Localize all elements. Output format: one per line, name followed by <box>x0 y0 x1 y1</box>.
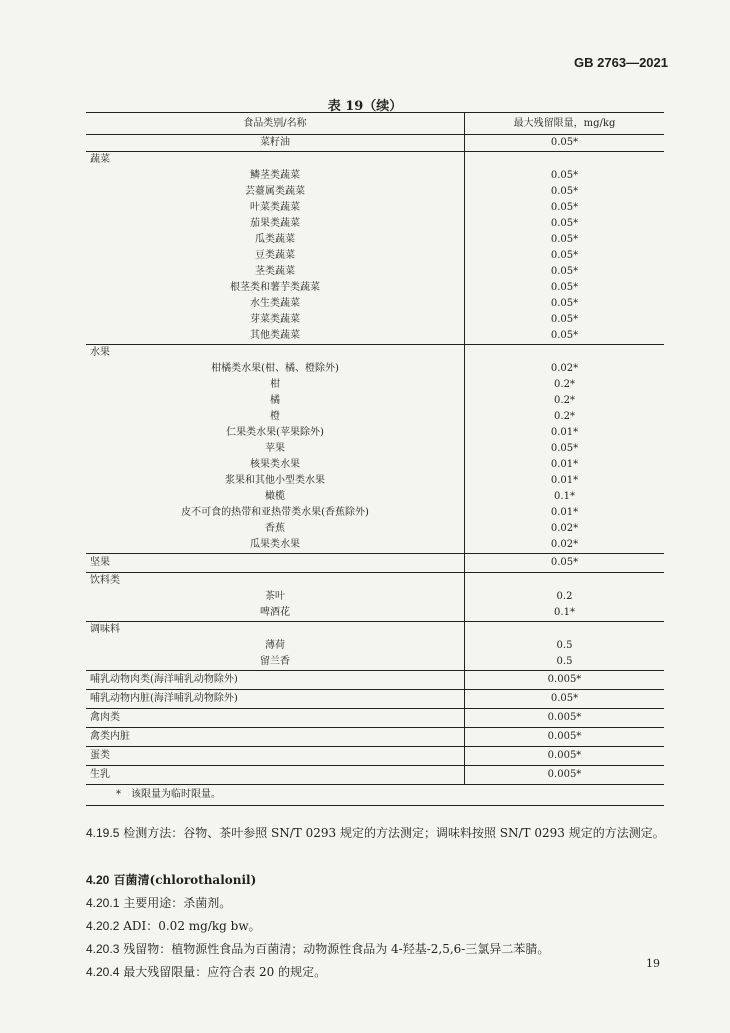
mrl-value-cell: 0.01* <box>550 475 579 486</box>
food-category-cell: 仁果类水果(苹果除外) <box>86 425 465 441</box>
table-row <box>86 216 664 232</box>
section-4-20-3 <box>86 938 666 961</box>
table-row <box>86 248 664 264</box>
mrl-value-cell: 0.05* <box>550 443 579 454</box>
mrl-value-cell: 0.2* <box>554 379 575 390</box>
food-category-cell: 橙 <box>86 409 465 425</box>
section-text: 残留物：植物源性食品为百菌清；动物源性食品为 4-羟基-2,5,6-三氯异二苯腈。 <box>123 942 550 956</box>
mrl-value-cell: 0.01* <box>550 459 579 470</box>
table-row <box>86 168 664 184</box>
mrl-value-cell: 0.005* <box>465 747 665 766</box>
food-category-cell: 芽菜类蔬菜 <box>86 312 465 328</box>
table-row <box>86 184 664 200</box>
mrl-value-cell: 0.01* <box>550 427 579 438</box>
mrl-value-cell <box>465 573 665 590</box>
table-row <box>86 425 664 441</box>
mrl-value-cell: 0.1* <box>554 607 575 618</box>
mrl-value-cell <box>465 345 665 362</box>
section-4-19-5 <box>86 822 666 845</box>
section-4-20-heading <box>86 869 666 892</box>
section-number: 4.20.3 <box>86 942 120 956</box>
section-number: 4.20 <box>86 873 110 887</box>
table-row <box>86 152 664 169</box>
food-category-cell: 水果 <box>86 345 465 362</box>
mrl-value-cell: 0.005* <box>465 709 665 728</box>
food-category-cell: 调味料 <box>86 622 465 639</box>
table-row <box>86 505 664 521</box>
table-row <box>86 296 664 312</box>
table-row <box>86 135 664 152</box>
mrl-value-cell: 0.01* <box>550 507 579 518</box>
food-category-cell: 其他类蔬菜 <box>86 328 465 345</box>
mrl-value-cell: 0.05* <box>550 250 579 261</box>
table-row <box>86 573 664 590</box>
mrl-value-cell: 0.05* <box>550 170 579 181</box>
mrl-value-cell: 0.05* <box>550 298 579 309</box>
mrl-value-cell: 0.05* <box>465 554 665 573</box>
food-category-cell: 鳞茎类蔬菜 <box>86 168 465 184</box>
food-category-cell: 瓜果类水果 <box>86 537 465 554</box>
table-row <box>86 709 664 728</box>
food-category-cell: 叶菜类蔬菜 <box>86 200 465 216</box>
food-category-cell: 核果类水果 <box>86 457 465 473</box>
table-row <box>86 589 664 605</box>
mrl-value-cell: 0.05* <box>550 137 579 148</box>
food-category-cell: 瓜类蔬菜 <box>86 232 465 248</box>
table-row <box>86 690 664 709</box>
food-category-cell: 橘 <box>86 393 465 409</box>
table-footnote-row <box>86 785 664 806</box>
food-category-cell: 茄果类蔬菜 <box>86 216 465 232</box>
mrl-value-cell: 0.05* <box>550 266 579 277</box>
mrl-value-cell: 0.05* <box>550 314 579 325</box>
page-number: 19 <box>646 957 660 970</box>
mrl-value-cell: 0.5 <box>556 656 573 667</box>
food-category-cell: 茎类蔬菜 <box>86 264 465 280</box>
food-category-cell: 皮不可食的热带和亚热带类水果(香蕉除外) <box>86 505 465 521</box>
table-row <box>86 280 664 296</box>
mrl-value-cell: 0.05* <box>465 690 665 709</box>
food-category-cell: 哺乳动物内脏(海洋哺乳动物除外) <box>86 690 465 709</box>
table-row <box>86 361 664 377</box>
food-category-cell: 香蕉 <box>86 521 465 537</box>
food-category-cell: 蔬菜 <box>86 152 465 169</box>
section-number: 4.20.1 <box>86 896 120 910</box>
table-row <box>86 605 664 622</box>
section-4-20-2 <box>86 915 666 938</box>
food-category-cell: 生乳 <box>86 766 465 785</box>
mrl-value-cell: 0.05* <box>550 186 579 197</box>
standard-code: GB 2763—2021 <box>574 55 668 70</box>
mrl-value-cell: 0.05* <box>550 234 579 245</box>
mrl-value-cell: 0.005* <box>465 728 665 747</box>
table-row <box>86 328 664 345</box>
mrl-value-cell: 0.2* <box>554 395 575 406</box>
table-row <box>86 345 664 362</box>
food-category-cell: 哺乳动物肉类(海洋哺乳动物除外) <box>86 671 465 690</box>
table-row <box>86 521 664 537</box>
food-category-cell: 柑橘类水果(柑、橘、橙除外) <box>86 361 465 377</box>
table-row <box>86 766 664 785</box>
mrl-value-cell: 0.02* <box>550 363 579 374</box>
table-caption: 表 19（续） <box>327 99 403 114</box>
table-row <box>86 393 664 409</box>
mrl-value-cell <box>465 152 665 169</box>
mrl-table <box>86 112 664 806</box>
section-number: 4.20.2 <box>86 919 120 933</box>
mrl-value-cell: 0.05* <box>550 218 579 229</box>
food-category-cell: 饮料类 <box>86 573 465 590</box>
mrl-value-cell: 0.005* <box>465 671 665 690</box>
section-4-20-4 <box>86 961 666 984</box>
mrl-value-cell: 0.2* <box>554 411 575 422</box>
food-category-cell: 苹果 <box>86 441 465 457</box>
table-row <box>86 473 664 489</box>
food-category-cell: 根茎类和薯芋类蔬菜 <box>86 280 465 296</box>
food-category-cell: 啤酒花 <box>86 605 465 622</box>
mrl-value-cell: 0.02* <box>550 539 579 550</box>
column-header-mrl: 最大残留限量，mg/kg <box>465 113 665 135</box>
table-row <box>86 638 664 654</box>
food-category-cell: 禽类内脏 <box>86 728 465 747</box>
section-text: 主要用途：杀菌剂。 <box>123 896 232 910</box>
table-row <box>86 728 664 747</box>
table-row <box>86 377 664 393</box>
mrl-value-cell: 0.5 <box>556 640 573 651</box>
food-category-cell: 坚果 <box>86 554 465 573</box>
food-category-cell: 茶叶 <box>86 589 465 605</box>
mrl-value-cell: 0.1* <box>554 491 575 502</box>
section-4-20-1 <box>86 892 666 915</box>
mrl-value-cell: 0.02* <box>550 523 579 534</box>
table-row <box>86 312 664 328</box>
food-category-cell: 菜籽油 <box>86 135 465 152</box>
section-text: ADI：0.02 mg/kg bw。 <box>123 919 261 933</box>
food-category-cell: 禽肉类 <box>86 709 465 728</box>
food-category-cell: 芸薹属类蔬菜 <box>86 184 465 200</box>
table-body <box>86 135 664 785</box>
table-row <box>86 200 664 216</box>
food-category-cell: 橄榄 <box>86 489 465 505</box>
food-category-cell: 柑 <box>86 377 465 393</box>
section-number: 4.19.5 <box>86 826 120 840</box>
column-header-food-category: 食品类别/名称 <box>86 113 465 135</box>
food-category-cell: 水生类蔬菜 <box>86 296 465 312</box>
food-category-cell: 留兰香 <box>86 654 465 671</box>
section-title: 百菌清(chlorothalonil) <box>113 873 257 887</box>
table-row <box>86 554 664 573</box>
food-category-cell: 蛋类 <box>86 747 465 766</box>
mrl-value-cell: 0.05* <box>550 282 579 293</box>
table-row <box>86 622 664 639</box>
mrl-value-cell: 0.05* <box>550 202 579 213</box>
food-category-cell: 豆类蔬菜 <box>86 248 465 264</box>
table-footnote: * 该限量为临时限量。 <box>86 785 664 806</box>
table-row <box>86 232 664 248</box>
table-row <box>86 747 664 766</box>
section-text: 最大残留限量：应符合表 20 的规定。 <box>123 965 327 979</box>
mrl-value-cell: 0.05* <box>550 330 579 341</box>
table-row <box>86 264 664 280</box>
mrl-value-cell: 0.2 <box>556 591 573 602</box>
table-header-row <box>86 113 664 135</box>
table-row <box>86 409 664 425</box>
section-number: 4.20.4 <box>86 965 120 979</box>
mrl-value-cell <box>465 622 665 639</box>
table-row <box>86 671 664 690</box>
section-text: 检测方法：谷物、茶叶参照 SN/T 0293 规定的方法测定；调味料按照 SN/T 0293 规定的方法测定。 <box>123 826 665 840</box>
table-row <box>86 489 664 505</box>
table-row <box>86 457 664 473</box>
food-category-cell: 薄荷 <box>86 638 465 654</box>
table-row <box>86 441 664 457</box>
table-row <box>86 654 664 671</box>
table-row <box>86 537 664 554</box>
mrl-value-cell: 0.005* <box>465 766 665 785</box>
food-category-cell: 浆果和其他小型类水果 <box>86 473 465 489</box>
